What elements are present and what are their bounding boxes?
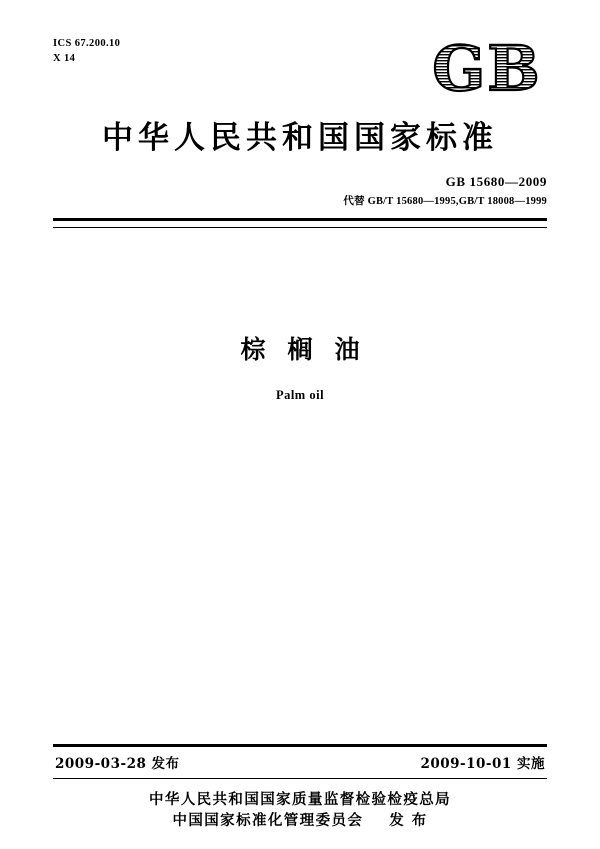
publish-word: 发 布 [389, 812, 428, 830]
subject-title-english: Palm oil [275, 388, 325, 402]
issuer-line-2-row [0, 810, 600, 831]
divider-thin-bottom [53, 778, 547, 779]
issue-date: 2009-03-28 发布 [55, 756, 180, 772]
page-title: 中华人民共和国国家标准 [102, 120, 498, 156]
divider-thick-bottom [53, 744, 547, 747]
issuing-authorities [0, 789, 600, 831]
subject-title-chinese: 棕榈油 [240, 335, 382, 364]
ics-classification-block [53, 36, 120, 66]
issuer-line-2: 中国国家标准化管理委员会 [172, 812, 364, 830]
implementation-date: 2009-10-01 实施 [420, 756, 545, 772]
replaces-note: 代替 GB/T 15680—1995,GB/T 18008—1999 [343, 196, 547, 207]
divider-thick-top [53, 218, 547, 221]
standard-number: GB 15680—2009 [445, 174, 547, 189]
svg-text:GB: GB [432, 32, 542, 102]
classification-code: X 14 [53, 53, 76, 65]
divider-thin-top [53, 227, 547, 228]
issuer-line-1: 中华人民共和国国家质量监督检验检疫总局 [148, 791, 452, 808]
ics-code: ICS 67.200.10 [53, 38, 121, 49]
gb-emblem-logo [422, 30, 552, 102]
